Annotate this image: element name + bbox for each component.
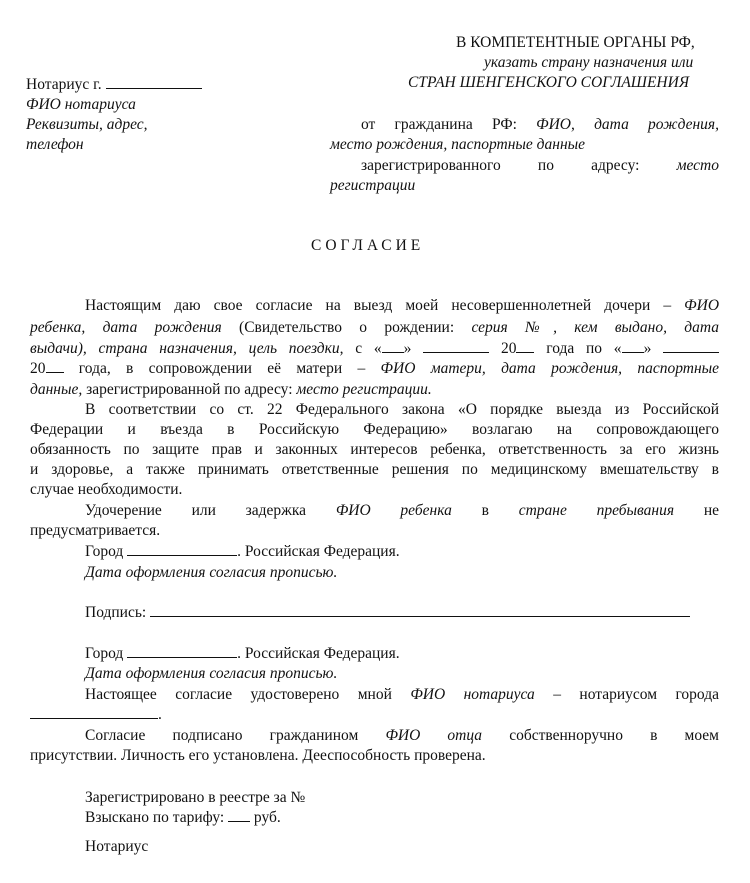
city-blank-2 — [127, 645, 237, 658]
date-blank-1 — [423, 340, 489, 353]
certification-line: Настоящее согласие удостоверено мной ФИО нотариуса – нотариусом города — [85, 686, 720, 703]
p1-line-2: ребенка, дата рождения (Свидетельство о рождении: серия №, кем выдано, дата — [30, 319, 719, 336]
city-line-2: Город . Российская Федерация. — [85, 645, 400, 662]
p1-line-3: выдачи), страна назначения, цель поездки, с « » 20 года по « » — [30, 340, 719, 358]
p2-line-2: Федерации и въезда в Российскую Федерацию» возлагаю на сопровождающего — [30, 421, 719, 438]
p2-line-5: случае необходимости. — [30, 481, 183, 498]
addressee-line-1: В КОМПЕТЕНТНЫЕ ОРГАНЫ РФ, — [456, 34, 695, 51]
from-line-1: от гражданина РФ: ФИО, дата рождения, — [361, 116, 719, 133]
p2-line-1: В соответствии со ст. 22 Федерального закона «О порядке выезда из Российской — [85, 401, 719, 418]
signature-blank — [150, 604, 690, 617]
registered-line: зарегистрированного по адресу: место — [361, 157, 719, 174]
addressee-line-3: СТРАН ШЕНГЕНСКОГО СОГЛАШЕНИЯ — [408, 74, 690, 91]
date-blank-2 — [663, 340, 719, 353]
p2-line-4: и здоровье, а также принимать ответственные решения по медицинскому вмешательству в — [30, 461, 719, 478]
page-title: СОГЛАСИЕ — [311, 237, 425, 254]
notary-city: Нотариус г. — [26, 76, 202, 94]
notary-phone: телефон — [26, 136, 84, 153]
addressee-line-2: указать страну назначения или — [484, 54, 694, 71]
from-line-2: место рождения, паспортные данные — [330, 136, 586, 153]
registry-line: Зарегистрировано в реестре за № — [85, 789, 306, 806]
city-line: Город . Российская Федерация. — [85, 543, 400, 560]
city-blank — [127, 543, 237, 556]
date-in-words-2: Дата оформления согласия прописью. — [85, 665, 338, 682]
p1-line-4: 20 года, в сопровождении её матери – ФИО матери, дата рождения, паспортные — [30, 360, 720, 377]
signed-line-1: Согласие подписано гражданином ФИО отца собственноручно в моем — [85, 727, 719, 744]
p1-line-1: Настоящим даю свое согласие на выезд моей несовершеннолетней дочери – ФИО — [85, 297, 720, 314]
p3-line-2: предусматривается. — [30, 522, 161, 539]
p2-line-3: обязанность по защите прав и законных интересов ребенка, ответственность за его жизнь — [30, 441, 719, 458]
p3-line-1: Удочерение или задержка ФИО ребенка в стране пребывания не — [85, 502, 720, 519]
certification-city-blank: . — [30, 706, 162, 724]
notary-details: Реквизиты, адрес, — [26, 116, 148, 133]
date-in-words: Дата оформления согласия прописью. — [85, 564, 338, 581]
fee-line: Взыскано по тарифу: руб. — [85, 809, 281, 826]
notary-footer: Нотариус — [85, 838, 149, 855]
signed-line-2: присутствии. Личность его установлена. Дееспособность проверена. — [30, 747, 486, 764]
p1-line-5: данные, зарегистрированной по адресу: место регистрации. — [30, 381, 432, 398]
fee-blank — [228, 809, 250, 822]
signature-line: Подпись: — [85, 604, 690, 622]
registered-place: регистрации — [330, 177, 416, 194]
notary-city-blank — [106, 76, 202, 89]
notary-name: ФИО нотариуса — [26, 96, 136, 113]
